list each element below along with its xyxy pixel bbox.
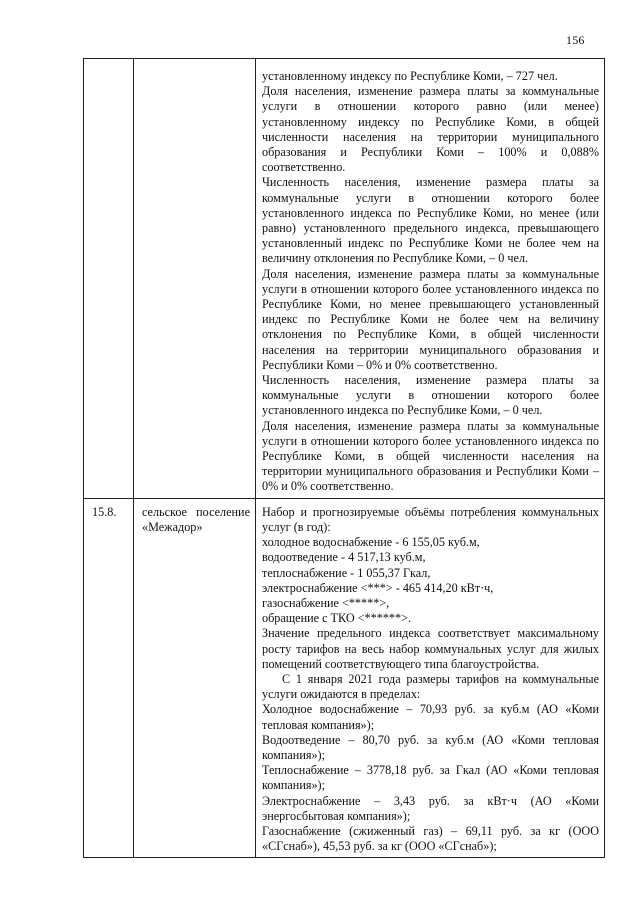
paragraph: Набор и прогнозируемые объёмы потребления коммунальных услуг (в год): [262, 504, 599, 534]
paragraph: Холодное водоснабжение – 70,93 руб. за куб.м (АО «Коми тепловая компания»); [262, 702, 599, 732]
paragraph: Водоотведение – 80,70 руб. за куб.м (АО «Коми тепловая компания»); [262, 732, 599, 762]
row-number-cell [84, 59, 134, 499]
paragraph: водоотведение - 4 517,13 куб.м, [262, 550, 426, 565]
paragraph: Электроснабжение – 3,43 руб. за кВт·ч (АО «Коми энергосбытовая компания»); [262, 793, 599, 823]
municipality-name-cell [134, 59, 256, 499]
paragraph: Численность населения, изменение размера платы за коммунальные услуги в отношении которого более установленного индекса по Республике Коми, – 0 чел. [262, 373, 599, 418]
paragraph: Газоснабжение (сжиженный газ) – 69,11 руб. за кг (ООО «СГснаб»), 45,53 руб. за кг (ООО «СГснаб»); [262, 823, 599, 854]
paragraph: Доля населения, изменение размера платы за коммунальные услуги в отношении которого равно (или менее) установленному индексу по Республике Коми, в общей численности населения на территории муниципального образования и Республики Коми – 100% и 0,088% соответственно. [262, 84, 599, 175]
description-cell [256, 59, 605, 499]
description-cell [256, 498, 605, 858]
paragraph: Доля населения, изменение размера платы за коммунальные услуги в отношении которого более установленного индекса по Республике Коми, но менее превышающего установленный индекс по Республике Коми не более чем на величину отклонения по Республике Коми, в общей численности населения на территории муниципального образования и Республики Коми – 0% и 0% соответственно. [262, 266, 599, 372]
paragraph: холодное водоснабжение - 6 155,05 куб.м, [262, 535, 480, 550]
paragraph: Численность населения, изменение размера платы за коммунальные услуги в отношении которого более установленного индекса по Республике Коми, но менее (или равно) установленного предельного индекса, превышающего установленный индекс по Республике Коми не более чем на величину отклонения по Республике Коми, – 0 чел. [262, 175, 599, 266]
paragraph: Доля населения, изменение размера платы за коммунальные услуги в отношении которого более установленного индекса по Республике Коми, в общей численности населения на территории муниципального образования и Республики Коми – 0% и 0% соответственно. [262, 418, 599, 494]
table-row-continuation [84, 59, 605, 499]
tariff-table [83, 58, 605, 858]
paragraph: газоснабжение <*****>, [262, 595, 390, 610]
paragraph: С 1 января 2021 года размеры тарифов на коммунальные услуги ожидаются в пределах: [262, 671, 599, 702]
paragraph: теплоснабжение - 1 055,37 Гкал, [262, 565, 431, 580]
paragraph: Теплоснабжение – 3778,18 руб. за Гкал (АО «Коми тепловая компания»); [262, 763, 599, 793]
paragraph: установленному индексу по Республике Коми, – 727 чел. [262, 69, 558, 83]
table-row-15-8 [84, 498, 605, 858]
municipality-name-cell: сельское поселение «Межадор» [134, 498, 256, 858]
row-number-cell: 15.8. [84, 498, 134, 858]
paragraph: электроснабжение <***> - 465 414,20 кВт·ч, [262, 580, 494, 595]
page-number: 156 [566, 33, 585, 47]
paragraph: Значение предельного индекса соответствует максимальному росту тарифов на весь набор коммунальных услуг для жилых помещений соответствующего типа благоустройства. [262, 626, 599, 671]
paragraph: обращение с ТКО <******>. [262, 611, 412, 626]
